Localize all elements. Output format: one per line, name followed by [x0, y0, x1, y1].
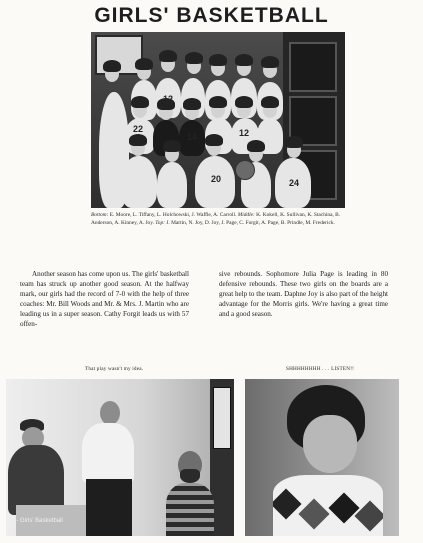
page-folio: 72 - Girls' Basketball	[8, 518, 63, 524]
article-column-left: Another season has come upon us. The girls' basketball team has struck up another good season. At the halfway mark, our girls had the record of 7-0 with the help of three coaches: Mr. Bill Woods and Mr. & Mrs. J. Martin who are leading us in a super season. Cathy Forgit leads us with 57 offen-	[20, 270, 189, 328]
woman-portrait-photo	[245, 379, 399, 536]
jersey-number: 14	[187, 132, 198, 142]
article-column-right: sive rebounds. Sophomore Julia Page is leading in 80 defensive rebounds. These two girls on the boards are a great help to the team. Daphne Joy is also part of the height advantage for the Morris girls. We're having a great time and a good season.	[219, 270, 388, 318]
page-title: GIRLS' BASKETBALL	[94, 4, 329, 27]
photo-caption-left: That play wasn't my idea.	[85, 366, 144, 372]
jersey-number: 12	[239, 128, 250, 138]
coaches-photo	[6, 379, 234, 536]
jersey-number: 24	[289, 178, 300, 188]
jersey-number: 20	[211, 174, 222, 184]
team-photo-caption: Bottom: E. Moore, L. Tiffany, L. Holchowski, J. Waffle, A. Carroll. Middle: K. Kokell, K. Sullivan, K. Stachina, B. Anderson, A. Kinney, A. Joy. Top: J. Martin, N. Joy, D. Joy, J. Page, C. Forgit, A. Page, B. Prindle, M. Frederick.	[91, 212, 341, 226]
team-photo	[91, 32, 345, 208]
basketball	[235, 160, 255, 180]
photo-caption-right: SHHHHHHHH . . . LISTEN!!	[286, 366, 355, 372]
jersey-number: 22	[133, 124, 144, 134]
jersey-number: 12	[163, 94, 174, 104]
